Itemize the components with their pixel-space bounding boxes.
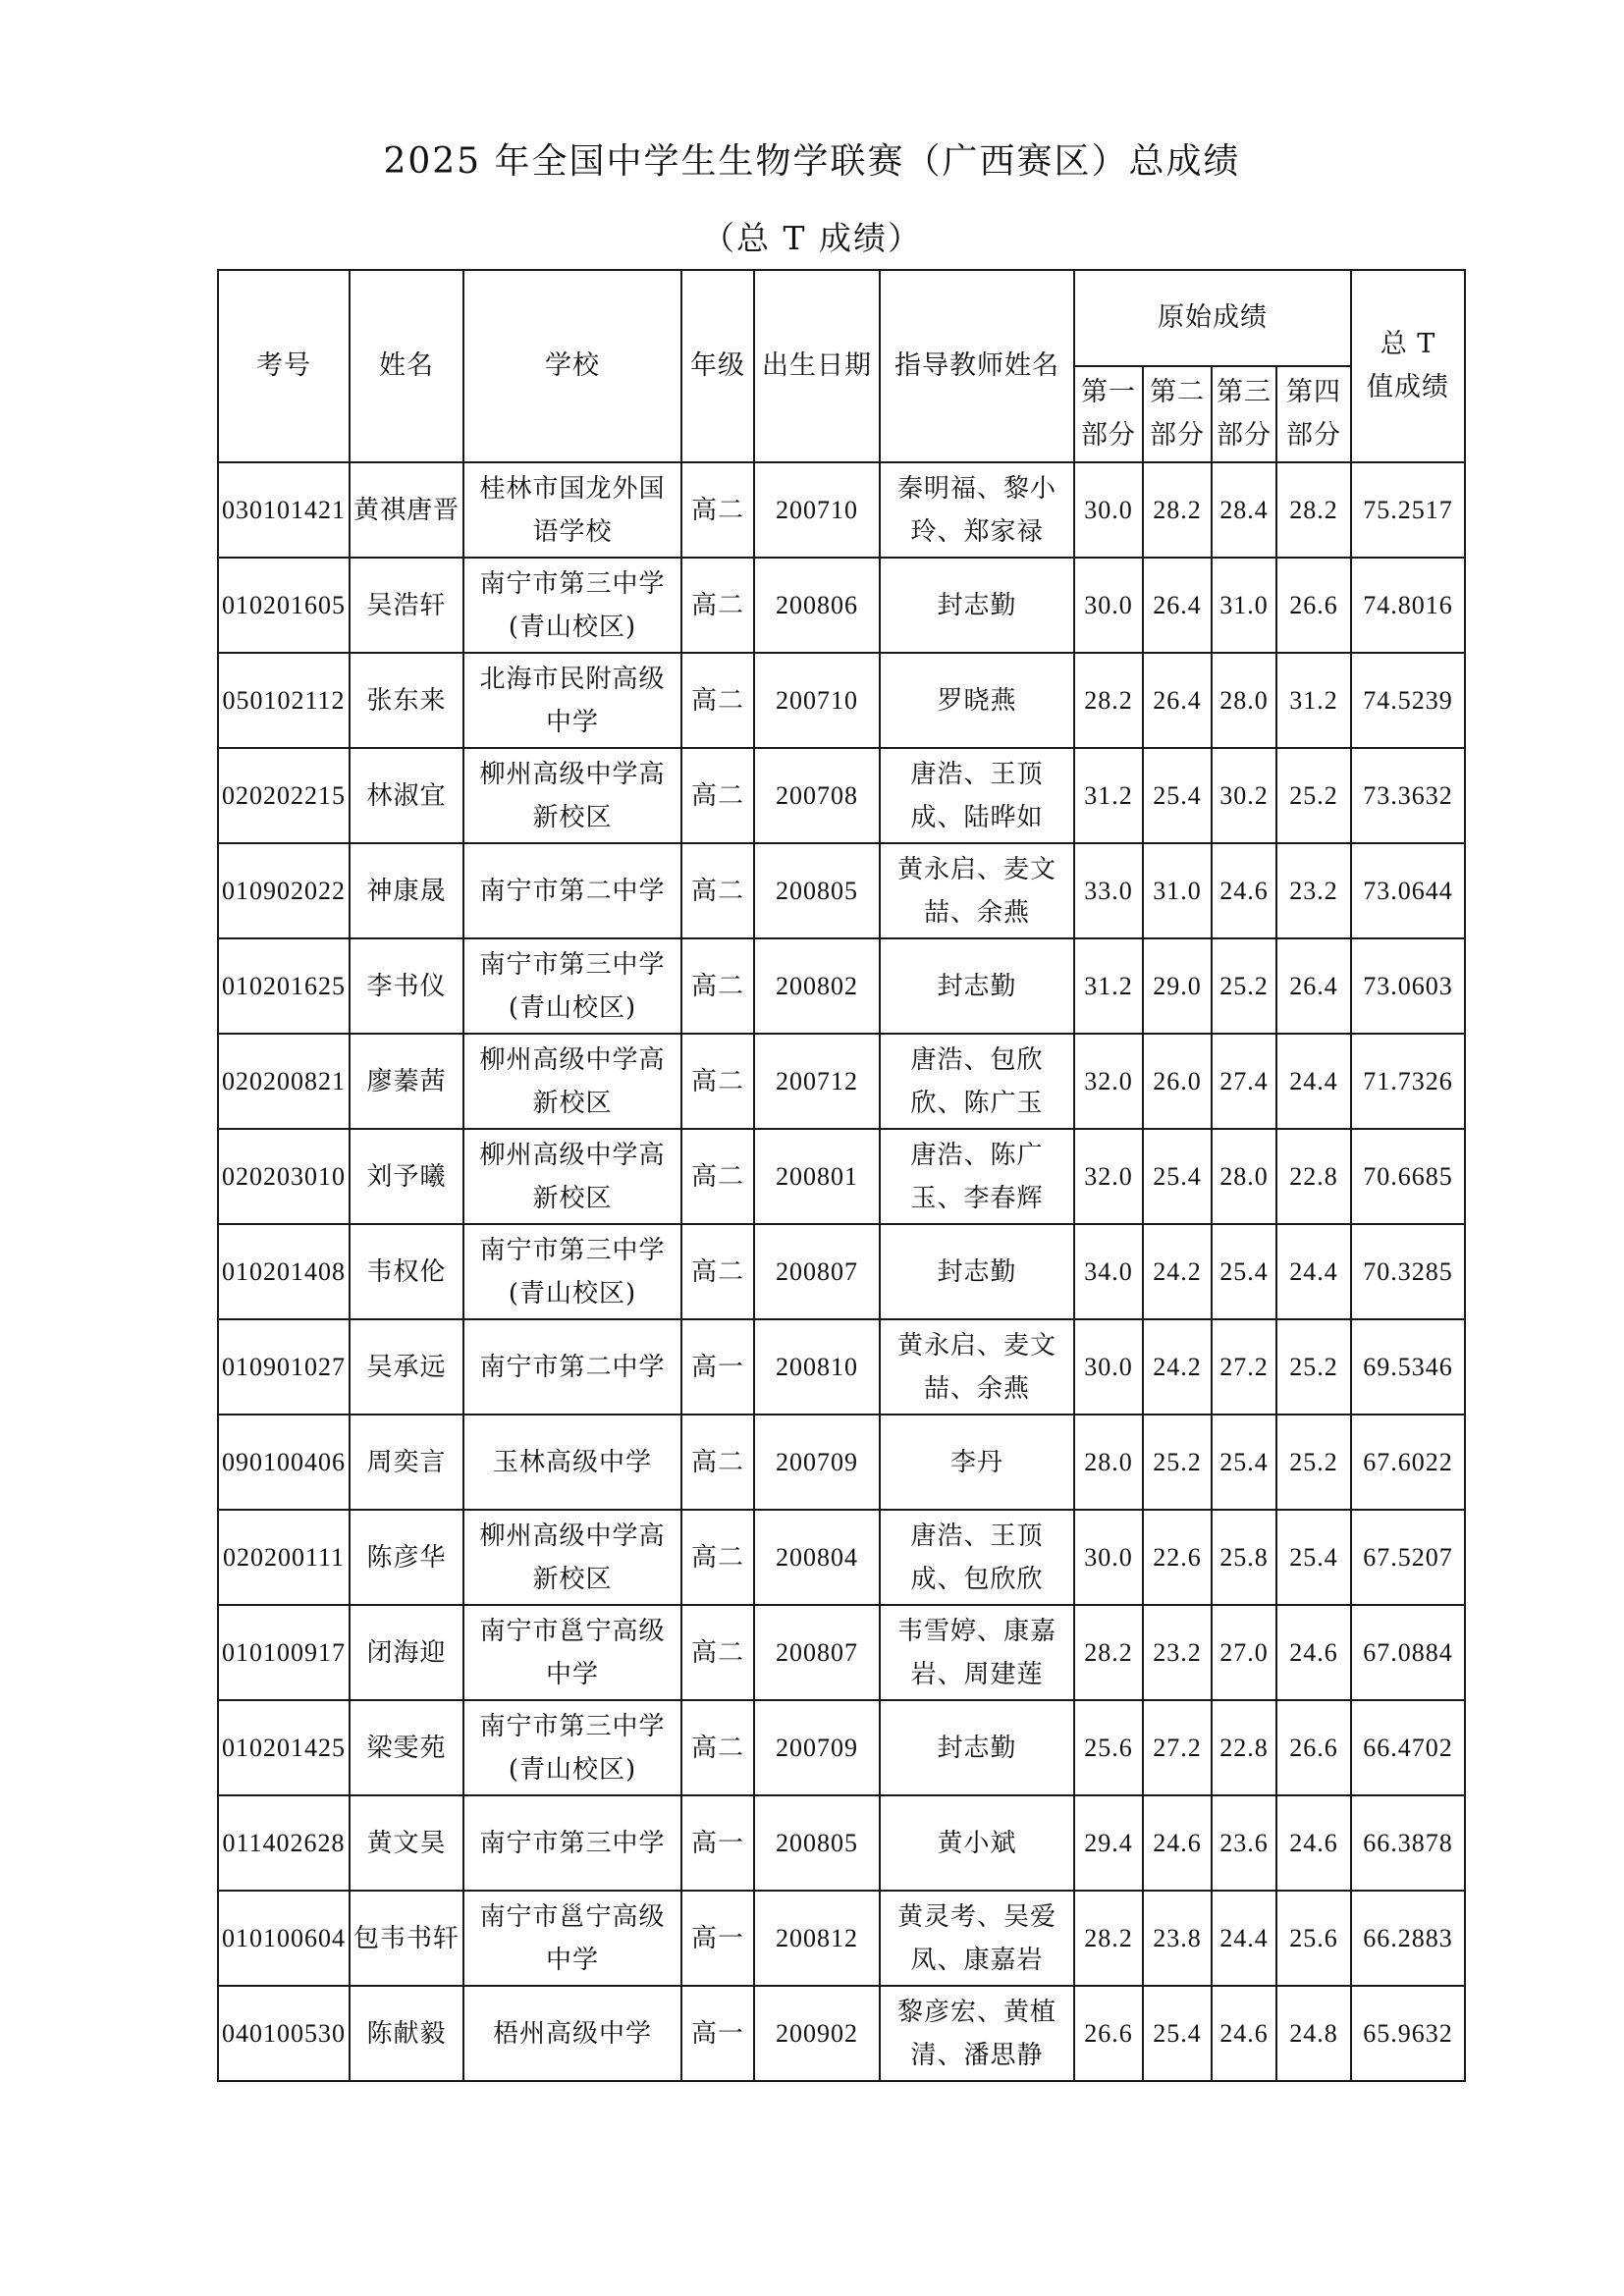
header-part3 [1212, 366, 1276, 462]
cell-teacher-text: 罗晓燕 [937, 685, 1017, 716]
cell-grade: 高二 [681, 938, 754, 1034]
table-row [218, 1129, 1465, 1224]
cell-teacher-text: 黄永启、麦文喆、余燕 [896, 1330, 1056, 1404]
table-row [218, 1605, 1465, 1700]
cell-part3: 22.8 [1212, 1700, 1276, 1795]
cell-exam-id: 090100406 [218, 1415, 350, 1510]
cell-part4: 25.2 [1276, 1319, 1351, 1415]
cell-birth-date: 200708 [754, 748, 880, 843]
cell-exam-id: 011402628 [218, 1795, 350, 1891]
cell-school-text: 柳州高级中学高新校区 [479, 1140, 666, 1213]
cell-part2: 28.2 [1143, 462, 1212, 558]
cell-total-t: 70.6685 [1351, 1129, 1465, 1224]
cell-part2: 25.2 [1143, 1415, 1212, 1510]
cell-part3: 25.8 [1212, 1510, 1276, 1605]
table-row [218, 1415, 1465, 1510]
cell-part2: 26.4 [1143, 558, 1212, 653]
cell-school-text: 南宁市第三中学(青山校区) [479, 568, 666, 642]
cell-teacher [880, 1224, 1074, 1319]
cell-grade: 高二 [681, 558, 754, 653]
cell-birth-date: 200805 [754, 1795, 880, 1891]
cell-teacher [880, 1986, 1074, 2081]
cell-teacher-text: 唐浩、王顶成、包欣欣 [910, 1521, 1044, 1594]
cell-grade: 高一 [681, 1891, 754, 1986]
cell-teacher-text: 唐浩、王顶成、陆晔如 [910, 759, 1044, 832]
cell-school-text: 南宁市邕宁高级中学 [479, 1616, 666, 1689]
cell-school-text: 南宁市第二中学 [479, 876, 666, 906]
cell-total-t: 71.7326 [1351, 1034, 1465, 1129]
cell-birth-date: 200812 [754, 1891, 880, 1986]
cell-part1: 28.0 [1074, 1415, 1143, 1510]
cell-birth-date: 200807 [754, 1224, 880, 1319]
cell-school-text: 梧州高级中学 [492, 2018, 652, 2049]
table-row [218, 1986, 1465, 2081]
cell-exam-id: 020200111 [218, 1510, 350, 1605]
cell-part1: 33.0 [1074, 843, 1143, 938]
cell-grade: 高二 [681, 1700, 754, 1795]
cell-part2: 26.4 [1143, 653, 1212, 748]
cell-school [463, 1510, 681, 1605]
cell-part2: 24.6 [1143, 1795, 1212, 1891]
header-name: 姓名 [350, 270, 463, 462]
cell-part2: 25.4 [1143, 748, 1212, 843]
cell-teacher [880, 843, 1074, 938]
table-row [218, 1891, 1465, 1986]
cell-part3: 23.6 [1212, 1795, 1276, 1891]
cell-name: 张东来 [350, 653, 463, 748]
cell-teacher-text: 唐浩、陈广玉、李春辉 [910, 1140, 1044, 1213]
cell-part1: 34.0 [1074, 1224, 1143, 1319]
cell-total-t: 65.9632 [1351, 1986, 1465, 2081]
cell-school [463, 1319, 681, 1415]
cell-birth-date: 200810 [754, 1319, 880, 1415]
cell-birth-date: 200807 [754, 1605, 880, 1700]
cell-part1: 25.6 [1074, 1700, 1143, 1795]
cell-part3: 25.4 [1212, 1224, 1276, 1319]
cell-part2: 27.2 [1143, 1700, 1212, 1795]
cell-part1: 30.0 [1074, 558, 1143, 653]
cell-exam-id: 020203010 [218, 1129, 350, 1224]
cell-name: 吴承远 [350, 1319, 463, 1415]
cell-grade: 高二 [681, 653, 754, 748]
cell-part3: 30.2 [1212, 748, 1276, 843]
cell-birth-date: 200902 [754, 1986, 880, 2081]
cell-school [463, 1224, 681, 1319]
cell-part3: 27.2 [1212, 1319, 1276, 1415]
cell-part2: 25.4 [1143, 1986, 1212, 2081]
cell-name: 梁雯苑 [350, 1700, 463, 1795]
header-grade: 年级 [681, 270, 754, 462]
cell-teacher [880, 1795, 1074, 1891]
cell-teacher [880, 653, 1074, 748]
table-row [218, 653, 1465, 748]
table-row [218, 748, 1465, 843]
cell-name: 刘予曦 [350, 1129, 463, 1224]
cell-total-t: 67.5207 [1351, 1510, 1465, 1605]
table-row [218, 1034, 1465, 1129]
cell-part2: 31.0 [1143, 843, 1212, 938]
score-table [217, 269, 1466, 2082]
cell-birth-date: 200806 [754, 558, 880, 653]
cell-school [463, 1795, 681, 1891]
page-title: 2025 年全国中学生生物学联赛（广西赛区）总成绩 [383, 141, 1241, 182]
cell-grade: 高二 [681, 748, 754, 843]
cell-part4: 24.4 [1276, 1034, 1351, 1129]
cell-name: 周奕言 [350, 1415, 463, 1510]
cell-school [463, 1891, 681, 1986]
cell-grade: 高二 [681, 1034, 754, 1129]
header-part2 [1143, 366, 1212, 462]
cell-total-t: 73.0644 [1351, 843, 1465, 938]
cell-school-text: 柳州高级中学高新校区 [479, 1521, 666, 1594]
cell-part3: 27.0 [1212, 1605, 1276, 1700]
cell-grade: 高二 [681, 1129, 754, 1224]
cell-teacher-text: 黎彦宏、黄植清、潘思静 [896, 1997, 1056, 2070]
cell-part3: 25.4 [1212, 1415, 1276, 1510]
cell-grade: 高二 [681, 1224, 754, 1319]
cell-part4: 31.2 [1276, 653, 1351, 748]
table-row [218, 843, 1465, 938]
cell-grade: 高二 [681, 1510, 754, 1605]
cell-school [463, 1605, 681, 1700]
cell-school-text: 北海市民附高级中学 [479, 664, 666, 737]
cell-school-text: 南宁市第三中学(青山校区) [479, 1711, 666, 1785]
header-part4 [1276, 366, 1351, 462]
cell-total-t: 67.6022 [1351, 1415, 1465, 1510]
cell-part1: 28.2 [1074, 653, 1143, 748]
cell-grade: 高一 [681, 1795, 754, 1891]
cell-school [463, 1415, 681, 1510]
cell-part3: 24.4 [1212, 1891, 1276, 1986]
cell-exam-id: 010201425 [218, 1700, 350, 1795]
cell-exam-id: 010201625 [218, 938, 350, 1034]
table-row [218, 938, 1465, 1034]
header-part1 [1074, 366, 1143, 462]
cell-part3: 25.2 [1212, 938, 1276, 1034]
cell-part4: 24.6 [1276, 1605, 1351, 1700]
table-row [218, 558, 1465, 653]
cell-teacher [880, 1605, 1074, 1700]
header-total-t-label: 总 T 值成绩 [1367, 329, 1449, 402]
cell-name: 黄祺唐晋 [350, 462, 463, 558]
table-header [218, 270, 1465, 462]
cell-teacher [880, 1700, 1074, 1795]
cell-school [463, 462, 681, 558]
cell-birth-date: 200801 [754, 1129, 880, 1224]
table-row [218, 1319, 1465, 1415]
cell-part2: 25.4 [1143, 1129, 1212, 1224]
table-body [218, 462, 1465, 2081]
cell-exam-id: 010100604 [218, 1891, 350, 1986]
cell-part2: 24.2 [1143, 1224, 1212, 1319]
cell-school-text: 桂林市国龙外国语学校 [479, 473, 666, 547]
cell-part1: 28.2 [1074, 1605, 1143, 1700]
cell-teacher [880, 748, 1074, 843]
cell-grade: 高一 [681, 1319, 754, 1415]
cell-part2: 22.6 [1143, 1510, 1212, 1605]
cell-school [463, 938, 681, 1034]
cell-part4: 22.8 [1276, 1129, 1351, 1224]
cell-teacher [880, 462, 1074, 558]
header-part4-label: 第四部分 [1286, 377, 1341, 451]
cell-birth-date: 200712 [754, 1034, 880, 1129]
cell-school-text: 南宁市第三中学(青山校区) [479, 1235, 666, 1308]
cell-teacher-text: 黄小斌 [937, 1828, 1017, 1858]
cell-total-t: 74.5239 [1351, 653, 1465, 748]
cell-part4: 25.2 [1276, 748, 1351, 843]
cell-teacher-text: 封志勤 [937, 1733, 1017, 1763]
cell-part1: 32.0 [1074, 1034, 1143, 1129]
table-row [218, 1224, 1465, 1319]
table-row [218, 1510, 1465, 1605]
cell-name: 闭海迎 [350, 1605, 463, 1700]
cell-birth-date: 200804 [754, 1510, 880, 1605]
cell-total-t: 73.3632 [1351, 748, 1465, 843]
cell-birth-date: 200709 [754, 1415, 880, 1510]
cell-teacher [880, 1319, 1074, 1415]
header-teacher: 指导教师姓名 [880, 270, 1074, 462]
cell-school-text: 南宁市第三中学(青山校区) [479, 949, 666, 1023]
cell-part1: 29.4 [1074, 1795, 1143, 1891]
cell-teacher [880, 1510, 1074, 1605]
cell-teacher-text: 黄永启、麦文喆、余燕 [896, 854, 1056, 928]
cell-part2: 23.8 [1143, 1891, 1212, 1986]
cell-teacher [880, 1891, 1074, 1986]
cell-total-t: 70.3285 [1351, 1224, 1465, 1319]
cell-part4: 25.6 [1276, 1891, 1351, 1986]
cell-name: 陈彦华 [350, 1510, 463, 1605]
cell-school-text: 柳州高级中学高新校区 [479, 1044, 666, 1118]
cell-part3: 24.6 [1212, 1986, 1276, 2081]
cell-part1: 30.0 [1074, 1319, 1143, 1415]
cell-part2: 24.2 [1143, 1319, 1212, 1415]
cell-exam-id: 010902022 [218, 843, 350, 938]
cell-total-t: 74.8016 [1351, 558, 1465, 653]
cell-teacher-text: 韦雪婷、康嘉岩、周建莲 [896, 1616, 1056, 1689]
cell-part4: 24.4 [1276, 1224, 1351, 1319]
cell-part3: 31.0 [1212, 558, 1276, 653]
table-row [218, 1700, 1465, 1795]
cell-part1: 31.2 [1074, 938, 1143, 1034]
cell-teacher-text: 封志勤 [937, 971, 1017, 1001]
cell-name: 陈献毅 [350, 1986, 463, 2081]
header-exam-id: 考号 [218, 270, 350, 462]
cell-name: 包韦书轩 [350, 1891, 463, 1986]
cell-exam-id: 040100530 [218, 1986, 350, 2081]
cell-school-text: 南宁市第三中学 [479, 1828, 666, 1858]
cell-part3: 27.4 [1212, 1034, 1276, 1129]
header-part3-label: 第三部分 [1217, 377, 1272, 451]
cell-name: 黄文昊 [350, 1795, 463, 1891]
cell-school [463, 1700, 681, 1795]
cell-part4: 25.4 [1276, 1510, 1351, 1605]
cell-part1: 30.0 [1074, 462, 1143, 558]
cell-school-text: 柳州高级中学高新校区 [479, 759, 666, 832]
cell-grade: 高一 [681, 1986, 754, 2081]
cell-school [463, 653, 681, 748]
cell-teacher-text: 封志勤 [937, 590, 1017, 620]
cell-grade: 高二 [681, 462, 754, 558]
cell-part4: 24.6 [1276, 1795, 1351, 1891]
cell-school-text: 玉林高级中学 [492, 1447, 652, 1477]
cell-school-text: 南宁市第二中学 [479, 1352, 666, 1382]
cell-part4: 26.4 [1276, 938, 1351, 1034]
cell-part4: 25.2 [1276, 1415, 1351, 1510]
cell-exam-id: 020200821 [218, 1034, 350, 1129]
cell-part2: 26.0 [1143, 1034, 1212, 1129]
cell-birth-date: 200805 [754, 843, 880, 938]
cell-teacher [880, 1415, 1074, 1510]
cell-total-t: 69.5346 [1351, 1319, 1465, 1415]
cell-teacher-text: 封志勤 [937, 1256, 1017, 1287]
cell-exam-id: 010201605 [218, 558, 350, 653]
cell-exam-id: 010100917 [218, 1605, 350, 1700]
cell-birth-date: 200710 [754, 462, 880, 558]
cell-part4: 26.6 [1276, 558, 1351, 653]
cell-total-t: 73.0603 [1351, 938, 1465, 1034]
cell-grade: 高二 [681, 1605, 754, 1700]
cell-part3: 28.0 [1212, 653, 1276, 748]
cell-part4: 28.2 [1276, 462, 1351, 558]
cell-part1: 31.2 [1074, 748, 1143, 843]
page-subtitle: （总 T 成绩） [702, 219, 922, 257]
cell-school [463, 748, 681, 843]
cell-part1: 30.0 [1074, 1510, 1143, 1605]
cell-part3: 28.4 [1212, 462, 1276, 558]
cell-teacher-text: 秦明福、黎小玲、郑家禄 [896, 473, 1056, 547]
header-raw-score: 原始成绩 [1074, 270, 1351, 366]
cell-teacher-text: 唐浩、包欣欣、陈广玉 [910, 1044, 1044, 1118]
cell-teacher-text: 黄灵考、吴爱凤、康嘉岩 [896, 1901, 1056, 1975]
cell-total-t: 66.4702 [1351, 1700, 1465, 1795]
cell-part4: 26.6 [1276, 1700, 1351, 1795]
cell-exam-id: 030101421 [218, 462, 350, 558]
cell-part1: 26.6 [1074, 1986, 1143, 2081]
cell-exam-id: 010201408 [218, 1224, 350, 1319]
cell-teacher-text: 李丹 [949, 1447, 1003, 1477]
cell-school [463, 1034, 681, 1129]
cell-birth-date: 200802 [754, 938, 880, 1034]
cell-exam-id: 050102112 [218, 653, 350, 748]
cell-name: 吴浩轩 [350, 558, 463, 653]
cell-part3: 28.0 [1212, 1129, 1276, 1224]
table-row [218, 462, 1465, 558]
cell-name: 李书仪 [350, 938, 463, 1034]
cell-name: 廖蓁茜 [350, 1034, 463, 1129]
cell-total-t: 66.3878 [1351, 1795, 1465, 1891]
cell-teacher [880, 938, 1074, 1034]
cell-total-t: 75.2517 [1351, 462, 1465, 558]
cell-part3: 24.6 [1212, 843, 1276, 938]
cell-grade: 高二 [681, 843, 754, 938]
header-birth-date: 出生日期 [754, 270, 880, 462]
cell-school [463, 843, 681, 938]
cell-grade: 高二 [681, 1415, 754, 1510]
cell-birth-date: 200710 [754, 653, 880, 748]
header-school: 学校 [463, 270, 681, 462]
cell-birth-date: 200709 [754, 1700, 880, 1795]
cell-total-t: 67.0884 [1351, 1605, 1465, 1700]
cell-school [463, 1986, 681, 2081]
cell-part2: 29.0 [1143, 938, 1212, 1034]
cell-exam-id: 010901027 [218, 1319, 350, 1415]
cell-school [463, 558, 681, 653]
cell-name: 韦权伦 [350, 1224, 463, 1319]
cell-school [463, 1129, 681, 1224]
cell-name: 神康晟 [350, 843, 463, 938]
cell-total-t: 66.2883 [1351, 1891, 1465, 1986]
cell-teacher [880, 1129, 1074, 1224]
table-row [218, 1795, 1465, 1891]
header-part1-label: 第一部分 [1081, 377, 1136, 451]
cell-school-text: 南宁市邕宁高级中学 [479, 1901, 666, 1975]
cell-name: 林淑宜 [350, 748, 463, 843]
cell-part1: 28.2 [1074, 1891, 1143, 1986]
cell-part1: 32.0 [1074, 1129, 1143, 1224]
header-part2-label: 第二部分 [1150, 377, 1205, 451]
cell-part2: 23.2 [1143, 1605, 1212, 1700]
cell-teacher [880, 558, 1074, 653]
cell-part4: 23.2 [1276, 843, 1351, 938]
cell-part4: 24.8 [1276, 1986, 1351, 2081]
cell-exam-id: 020202215 [218, 748, 350, 843]
header-total-t [1351, 270, 1465, 462]
cell-teacher [880, 1034, 1074, 1129]
